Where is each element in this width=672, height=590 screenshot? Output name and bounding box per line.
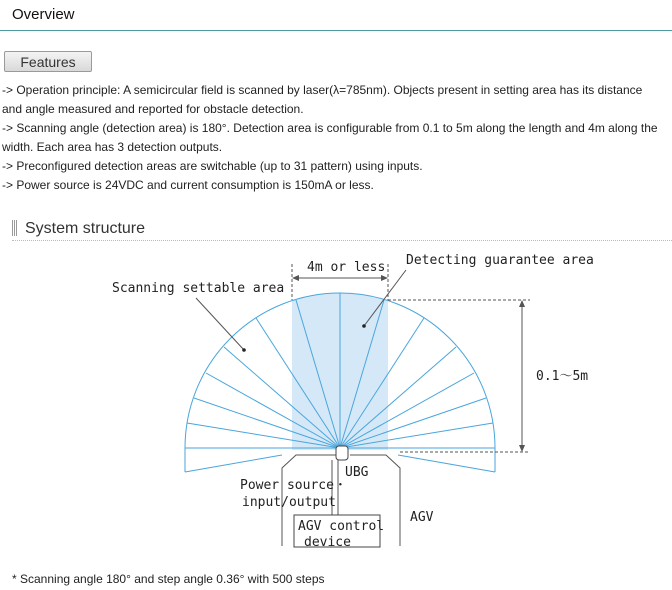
feature-line: width. Each area has 3 detection outputs. xyxy=(2,140,223,154)
feature-line: and angle measured and reported for obstacle detection. xyxy=(2,102,304,116)
power-label: Power source・ xyxy=(240,478,347,493)
feature-line: -> Operation principle: A semicircular field is scanned by laser(λ=785nm). Objects present in setting area has its distance xyxy=(2,83,643,97)
overview-header xyxy=(0,0,672,31)
ubg-sensor-icon xyxy=(336,446,348,460)
feature-line: -> Scanning angle (detection area) is 180°. Detection area is configurable from 0.1 to 5m along the length and 4m along the xyxy=(2,121,658,135)
detecting-area-label: Detecting guarantee area xyxy=(406,253,594,268)
control-label: AGV control xyxy=(298,519,385,534)
feature-line: -> Power source is 24VDC and current consumption is 150mA or less. xyxy=(2,178,374,192)
section-title: System structure xyxy=(25,220,146,237)
system-structure-heading xyxy=(12,220,672,241)
heading-grip-icon xyxy=(12,220,18,236)
sensor-label: UBG xyxy=(345,465,369,480)
scanning-leader xyxy=(196,298,244,350)
system-structure-diagram xyxy=(0,240,672,572)
feature-line: -> Preconfigured detection areas are switchable (up to 31 pattern) using inputs. xyxy=(2,159,423,173)
features-list xyxy=(2,81,672,195)
width-label: 4m or less xyxy=(307,260,386,275)
detecting-dot xyxy=(362,324,366,328)
footnote: * Scanning angle 180° and step angle 0.36° with 500 steps xyxy=(12,572,325,586)
agv-label: AGV xyxy=(410,510,434,525)
range-dimension xyxy=(388,300,530,452)
scanning-area-label: Scanning settable area xyxy=(112,281,285,296)
io-label: input/output xyxy=(242,495,336,510)
page-title: Overview xyxy=(12,6,75,23)
range-label: 0.1～5m xyxy=(536,369,589,384)
scanning-fan xyxy=(185,293,495,472)
device-label: device xyxy=(304,535,351,550)
scanning-dot xyxy=(242,348,246,352)
features-button[interactable]: Features xyxy=(4,51,92,72)
